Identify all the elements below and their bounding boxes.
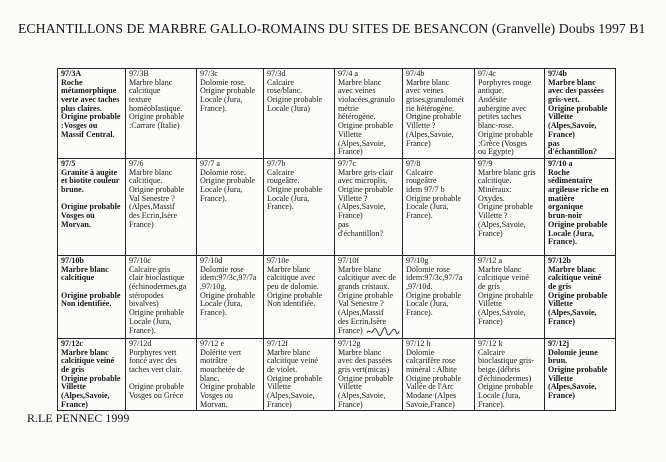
sample-description-line: taches vert clair. (129, 365, 182, 375)
sample-id: 97/10d (200, 256, 223, 265)
sample-description-line: brun-noir (548, 211, 583, 221)
sample-description-line: clair bioclastique (129, 273, 185, 283)
sample-description-line: bioclastique gris- (478, 356, 534, 366)
sample-description-line: France). (200, 193, 227, 203)
sample-description-line: France) (338, 399, 363, 409)
sample-description-line: Origine probable (478, 129, 534, 139)
sample-description-line: rougeâtre (406, 176, 437, 186)
sample-description-line: Origine probable (267, 185, 323, 195)
sample-description-line: France). (129, 325, 156, 335)
sample-cell (545, 339, 616, 411)
sample-description-line: d'échantillon? (548, 147, 598, 157)
sample-id: 97/12b (548, 256, 571, 265)
sample-description-line: Marbre blanc (338, 347, 382, 357)
sample-description-line: (Alpes,Savoie, (338, 202, 386, 212)
sample-description-line: Vosges ou (61, 211, 95, 221)
sample-description-line: Vosges ou Grèce (129, 391, 184, 401)
sample-cell (335, 339, 403, 411)
sample-description-line: de violet. (267, 365, 298, 375)
sample-id: 97/3B (129, 69, 149, 78)
sample-id: 97/10e (267, 256, 290, 265)
sample-cell (475, 69, 545, 159)
sample-description-line: avec veines (406, 86, 444, 96)
sample-description-line: Dolomie (406, 347, 435, 357)
sample-description-line: :Vosges ou (61, 121, 98, 131)
sample-description-line: Origine probable (61, 202, 121, 212)
sample-description-line: Marbre blanc (61, 347, 109, 357)
table-row (58, 256, 616, 339)
sample-description-line: calcitique avec de (338, 273, 396, 283)
sample-description-line: Marbre blanc (478, 264, 522, 274)
sample-description-line: France) (548, 391, 575, 401)
sample-description-line: Non identifiée. (61, 299, 112, 309)
sample-description-line: calcitique (61, 273, 95, 283)
sample-description-line: Origine probable (338, 185, 394, 195)
sample-cell (403, 159, 475, 256)
sample-description-line: :Carrare (Italie) (129, 121, 180, 131)
sample-description-line: Origine probable (61, 290, 121, 300)
sample-description-line: (Alpes,Savoie, (548, 121, 597, 131)
sample-description-line: calcitique. (478, 176, 512, 186)
sample-description-line: calcitique veiné (61, 356, 115, 366)
sample-description-line: Dolomie rose. (200, 167, 246, 177)
sample-description-line: Savoie,France) (406, 399, 455, 409)
sample-id: 97/10b (61, 256, 84, 265)
sample-id: 97/12 k (478, 339, 503, 348)
sample-description-line: beige.(débris (478, 365, 521, 375)
sample-description-line: idem:97/3c,97/7a (406, 273, 463, 283)
sample-description-line: France) (548, 129, 575, 139)
sample-id: 97/5 (61, 159, 76, 168)
sample-description-line: rie hétérogène. (406, 103, 455, 113)
sample-description-line: Origine probable (548, 219, 608, 229)
table-row (58, 159, 616, 256)
sample-id: 97/12 h (406, 339, 431, 348)
sample-description-line: Villette (548, 112, 573, 122)
sample-description-line: avec des passées (548, 86, 604, 96)
sample-cell (545, 159, 616, 256)
sample-description-line: Locale (Jura, (200, 299, 243, 309)
sample-description-line: (Alpes,Savoie, (548, 308, 597, 318)
sample-description-line: grises,granulomét (406, 95, 464, 105)
sample-id: 97/3c (200, 69, 218, 78)
sample-description-line: calcitique veiné (478, 273, 530, 283)
sample-description-line: Vallée de l'Arc (406, 382, 454, 392)
sample-cell (197, 159, 264, 256)
sample-description-line: d'échinodermes) (478, 373, 532, 383)
sample-id: 97/9 (478, 159, 493, 168)
sample-description-line: Origine probable (129, 308, 185, 318)
samples-table-wrapper (57, 68, 616, 411)
sample-description-line: plus claires. (61, 103, 102, 113)
sample-description-line: métrie (338, 103, 359, 113)
samples-table-body (58, 69, 616, 411)
sample-description-line: Origine probable (338, 121, 394, 131)
table-row (58, 339, 616, 411)
sample-description-line: brune. (61, 185, 84, 195)
sample-cell (58, 339, 126, 411)
sample-description-line: France) (548, 316, 575, 326)
sample-description-line: Roche (548, 167, 570, 177)
sample-description-line: Val Senestre ? (129, 193, 175, 203)
sample-description-line: Villette (548, 299, 573, 309)
sample-id: 97/12 e (200, 339, 225, 348)
sample-id: 97/4b (406, 69, 425, 78)
sample-id: 97/10f (338, 256, 360, 265)
sample-id: 97/10 a (548, 159, 573, 168)
sample-id: 97/7 a (200, 159, 221, 168)
sample-description-line: Non identifiée. (267, 299, 316, 309)
sample-id: 97/12j (548, 339, 570, 348)
sample-cell (545, 256, 616, 339)
sample-description-line: violacées,granulo (338, 95, 395, 105)
sample-cell (197, 339, 264, 411)
sample-description-line: France). (548, 237, 577, 247)
sample-id: 97/3A (61, 69, 82, 78)
sample-cell (126, 69, 197, 159)
sample-id: 97/12g (338, 339, 361, 348)
sample-description-line: (Alpes,Savoie, (478, 308, 526, 318)
sample-cell (264, 339, 335, 411)
sample-description-line: Villette ? (338, 193, 368, 203)
sample-description-line: des Ecrin,Isère (338, 316, 387, 326)
sample-description-line: Marbre blanc (267, 264, 311, 274)
document-title: ECHANTILLONS DE MARBRE GALLO-ROMAINS DU SITES DE BESANCON (Granvelle) Doubs 1997 B1 (18, 21, 646, 36)
sample-description-line: France). (267, 202, 294, 212)
sample-description-line: (Alpes,Savoie, (478, 219, 526, 229)
sample-id: 97/12f (267, 339, 289, 348)
sample-description-line: Locale (Jura) (267, 103, 310, 113)
sample-description-line: organique (548, 202, 584, 212)
sample-cell (126, 339, 197, 411)
sample-description-line: de gris (478, 282, 500, 292)
sample-description-line: argileuse riche en (548, 185, 609, 195)
sample-description-line: (Alpes,Savoie, (338, 391, 386, 401)
sample-description-line: Origine probable (200, 290, 256, 300)
sample-description-line: de gris (548, 282, 572, 292)
sample-description-line: (Alpes,Savoie, (406, 129, 454, 139)
sample-description-line: France) (129, 219, 154, 229)
sample-description-line: sédimentaire (548, 176, 593, 186)
sample-description-line: Calcaire (267, 167, 294, 177)
sample-description-line: Villette (267, 382, 291, 392)
sample-description-line: texture (129, 95, 152, 105)
sample-description-line: Dolomie rose (406, 264, 450, 274)
sample-description-line: Calcaire (406, 167, 433, 177)
sample-description-line: (Alpes,Savoie, (548, 382, 597, 392)
sample-description-line: Origine probable (406, 290, 462, 300)
sample-description-line: France). (200, 103, 227, 113)
sample-cell (475, 339, 545, 411)
sample-description-line: France) (338, 147, 363, 157)
sample-description-line: Morvan. (200, 399, 228, 409)
sample-cell (475, 256, 545, 339)
sample-description-line: Villette ? (478, 211, 508, 221)
sample-description-line: hétérogène. (338, 112, 376, 122)
sample-description-line: Locale (Jura, (406, 202, 449, 212)
sample-description-line: matière (548, 193, 575, 203)
sample-description-line: blanc-rose. (478, 121, 514, 131)
sample-description-line: Origine probable (129, 382, 185, 392)
sample-description-line: calcitique. (129, 176, 163, 186)
sample-description-line: avec des passées (338, 356, 392, 366)
sample-description-line: Locale (Jura, (200, 95, 243, 105)
sample-cell (335, 159, 403, 256)
sample-description-line: :Grèce (Vosges (478, 138, 528, 148)
sample-description-line: Villette (61, 382, 86, 392)
sample-description-line: moirâtre (200, 356, 228, 366)
sample-description-line: France) (478, 316, 503, 326)
sample-description-line: Dolomie jeune (548, 347, 598, 357)
sample-description-line: Origine probable (548, 290, 608, 300)
sample-description-line: pas (338, 219, 349, 229)
sample-description-line: Origine probable (267, 95, 323, 105)
sample-description-line: Origine probable (267, 373, 323, 383)
sample-description-line: Marbre blanc (129, 167, 173, 177)
sample-description-line: (Alpes,Massif (129, 202, 175, 212)
sample-description-line: Origine probable (200, 382, 256, 392)
sample-description-line: Locale (Jura, (406, 299, 449, 309)
sample-description-line: Val Senestre ? (338, 299, 384, 309)
sample-description-line: brun. (548, 356, 568, 366)
sample-description-line: ou Egypte) (478, 147, 514, 157)
sample-description-line: Dolérite vert (200, 347, 242, 357)
sample-description-line: (Alpes,Savoie, (338, 138, 386, 148)
sample-description-line: Marbre blanc gris (478, 167, 536, 177)
sample-cell (403, 339, 475, 411)
sample-description-line: France) (338, 211, 363, 221)
sample-description-line: Origine probable (61, 112, 121, 122)
sample-description-line: d'échantillon? (338, 228, 384, 238)
sample-description-line: grands cristaux. (338, 282, 390, 292)
sample-description-line: Marbre blanc (129, 77, 173, 87)
sample-description-line: Origine probable (406, 373, 462, 383)
sample-description-line: Oxydes. (478, 193, 505, 203)
sample-description-line: France) (267, 399, 292, 409)
sample-description-line: Villette (548, 373, 573, 383)
sample-id: 97/12c (61, 339, 84, 348)
sample-cell (58, 256, 126, 339)
sample-description-line: aubergine avec (478, 103, 527, 113)
sample-description-line: rougeâtre. (267, 176, 300, 186)
sample-description-line: Origine probable (129, 112, 185, 122)
sample-id: 97/4 a (338, 69, 359, 78)
sample-description-line: Origine probable (548, 103, 608, 113)
sample-cell (264, 69, 335, 159)
sample-cell (264, 159, 335, 256)
sample-description-line: Minéraux: (478, 185, 512, 195)
sample-description-line: calcarifère rose (406, 356, 456, 366)
sample-description-line: Roche (61, 77, 83, 87)
sample-description-line: Calcaire (267, 77, 294, 87)
sample-description-line: (Alpes,Savoie, (267, 391, 315, 401)
sample-description-line: homéoblastique. (129, 103, 183, 113)
sample-cell (126, 256, 197, 339)
sample-description-line: Massif Central. (61, 129, 115, 139)
sample-description-line: Origine probable (406, 193, 462, 203)
sample-description-line: calcitique veiné (267, 356, 319, 366)
sample-cell (403, 69, 475, 159)
sample-description-line: Origine probable (338, 373, 394, 383)
sample-cell (403, 256, 475, 339)
sample-description-line: Marbre blanc (548, 264, 596, 274)
sample-id: 97/4b (548, 69, 567, 78)
sample-description-line: gris vert(micas) (338, 365, 390, 375)
sample-description-line: Origine probable (478, 290, 534, 300)
sample-description-line: ,97/10g. (200, 282, 227, 292)
sample-description-line: Villette (478, 299, 502, 309)
sample-id: 97/7b (267, 159, 286, 168)
sample-description-line: (échinodermes,ga (129, 282, 187, 292)
sample-description-line: de gris (61, 365, 85, 375)
sample-cell (197, 256, 264, 339)
sample-description-line: Origine probable (406, 112, 462, 122)
table-row (58, 69, 616, 159)
sample-description-line: calcitique avec (267, 273, 316, 283)
sample-description-line: Marbre blanc (338, 264, 382, 274)
sample-description-line: Marbre blanc (338, 77, 382, 87)
sample-id: 97/8 (406, 159, 421, 168)
sample-description-line: Locale (Jura, (478, 391, 521, 401)
sample-description-line: Marbre gris-clair (338, 167, 394, 177)
sample-cell (197, 69, 264, 159)
sample-description-line: ,97/10d. (406, 282, 433, 292)
sample-description-line: Vosges ou (200, 391, 233, 401)
sample-description-line: (Alpes,Massif (338, 308, 384, 318)
sample-id: 97/6 (129, 159, 144, 168)
sample-description-line: Porphyres rouge (478, 77, 532, 87)
sample-id: 97/12 a (478, 256, 503, 265)
sample-description-line: avec microplis. (338, 176, 388, 186)
sample-description-line: Marbre blanc (267, 347, 311, 357)
sample-description-line: Locale (Jura, (548, 228, 594, 238)
sample-description-line: Marbre blanc (61, 264, 109, 274)
sample-description-line: France) (406, 138, 431, 148)
sample-description-line: mouchetée de (200, 365, 245, 375)
sample-id: 97/10c (129, 256, 152, 265)
sample-description-line: Granite à augite (61, 167, 118, 177)
sample-id: 97/12d (129, 339, 152, 348)
sample-description-line: avec veines (338, 86, 376, 96)
sample-description-line: Dolomie rose. (200, 77, 246, 87)
sample-description-line: et biotite couleur (61, 176, 120, 186)
sample-description-line: peu de dolomie. (267, 282, 319, 292)
sample-description-line: Origine probable (200, 176, 256, 186)
sample-id: 97/3d (267, 69, 286, 78)
sample-cell (58, 69, 126, 159)
sample-description-line: France). (478, 399, 505, 409)
sample-description-line: France). (406, 211, 433, 221)
sample-description-line: foncé avec des (129, 356, 177, 366)
sample-description-line: Origine probable (267, 290, 323, 300)
sample-description-line: pas (548, 138, 560, 148)
sample-description-line: Calcaire (478, 347, 505, 357)
sample-description-line: Modane (Alpes (406, 391, 457, 401)
sample-description-line: rose/blanc. (267, 86, 303, 96)
sample-description-line: Marbre blanc (548, 77, 596, 87)
sample-description-line: stéropodes (129, 290, 164, 300)
sample-description-line: Origine probable (200, 86, 256, 96)
sample-description-line: calcitique veiné (548, 273, 602, 283)
sample-description-line: Porphyres vert (129, 347, 177, 357)
sample-description-line: France) (478, 228, 503, 238)
sample-description-line: antique. (478, 86, 504, 96)
handwritten-scribble (366, 327, 400, 336)
samples-table (57, 68, 616, 411)
sample-id: 97/7c (338, 159, 356, 168)
document-footer: R.LE PENNEC 1999 (27, 411, 130, 425)
sample-description-line: Origine probable (129, 185, 185, 195)
sample-description-line: Dolomie rose (200, 264, 244, 274)
sample-description-line: gris-vert. (548, 95, 580, 105)
sample-cell (58, 159, 126, 256)
sample-description-line: Locale (Jura, (267, 193, 310, 203)
sample-description-line: Origine probable (61, 373, 121, 383)
sample-description-line: Origine probable (478, 202, 534, 212)
sample-description-line: métamorphique (61, 86, 117, 96)
sample-cell (264, 256, 335, 339)
sample-description-line: Marbre blanc (406, 77, 450, 87)
sample-description-line: Villette (338, 129, 362, 139)
sample-id: 97/10g (406, 256, 429, 265)
sample-description-line: Calcaire gris (129, 264, 171, 274)
sample-description-line: France). (200, 308, 227, 318)
sample-description-line: Locale (Jura, (200, 185, 243, 195)
sample-description-line: Morvan. (61, 219, 91, 229)
sample-description-line: idem:97/3c,97/7a (200, 273, 257, 283)
sample-description-line: bivalves) (129, 299, 159, 309)
sample-description-line: minéral : Albite (406, 365, 457, 375)
sample-description-line: Origine probable (478, 382, 534, 392)
sample-description-line: Origine probable (548, 365, 608, 375)
sample-cell (545, 69, 616, 159)
sample-id: 97/4c (478, 69, 496, 78)
sample-description-line: France) (61, 399, 88, 409)
sample-description-line: idem 97/7 b (406, 185, 445, 195)
sample-description-line: petites taches (478, 112, 522, 122)
sample-description-line: blanc. (200, 373, 220, 383)
sample-cell (475, 159, 545, 256)
sample-cell (126, 159, 197, 256)
sample-description-line: Villette (338, 382, 362, 392)
sample-cell (335, 69, 403, 159)
sample-description-line: (Alpes,Savoie, (61, 391, 110, 401)
sample-description-line: France). (406, 308, 433, 318)
sample-description-line: Locale (Jura, (129, 316, 172, 326)
sample-description-line: Villette ? (406, 121, 436, 131)
sample-description-line: France) (338, 325, 363, 335)
sample-description-line: des Ecrin,Isère (129, 211, 178, 221)
sample-description-line: Origine probable (338, 290, 394, 300)
sample-description-line: Andésite (478, 95, 507, 105)
sample-description-line: verte avec taches (61, 95, 120, 105)
sample-description-line: calcitique (129, 86, 161, 96)
